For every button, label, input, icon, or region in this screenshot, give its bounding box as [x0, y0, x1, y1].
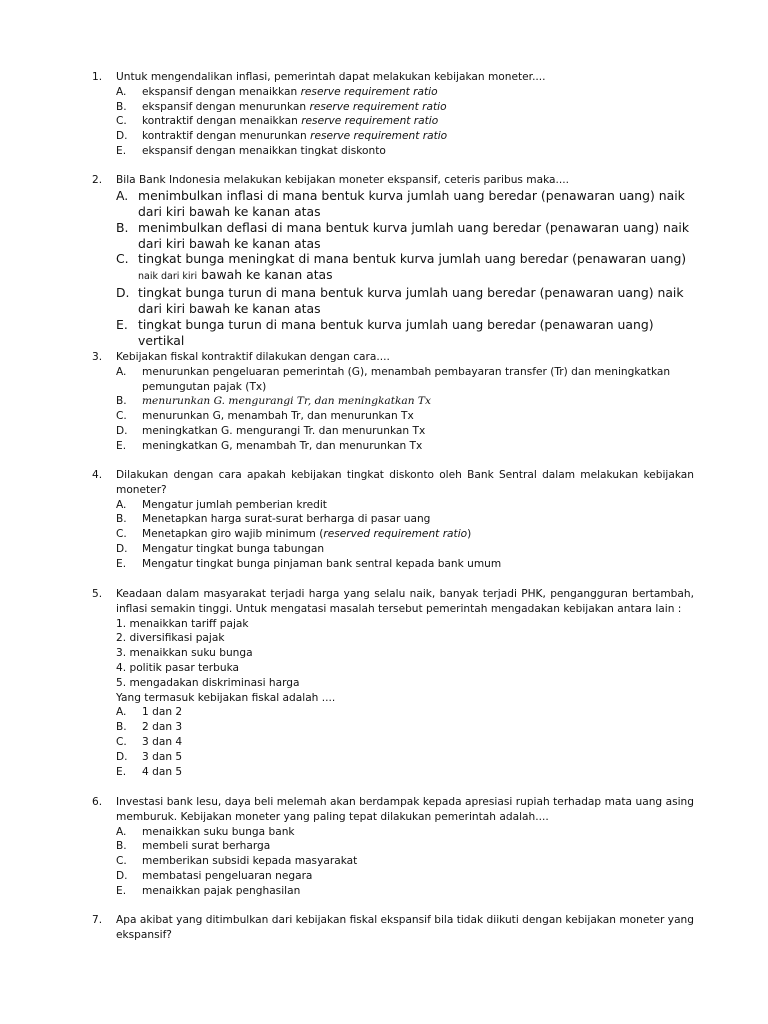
option-text: kontraktif dengan menurunkan: [142, 130, 311, 143]
option-e: [92, 144, 694, 159]
option-text: 3 dan 4: [142, 735, 183, 748]
question-stem: Keadaan dalam masyarakat terjadi harga yang selalu naik, banyak terjadi PHK, pengangguran bertambah, inflasi semakin tinggi. Untuk mengatasi masalah tersebut pemerintah mengadakan kebijakan antara lain :: [116, 588, 694, 615]
option-c: [92, 735, 694, 750]
option-b: [92, 100, 694, 115]
option-letter: B.: [116, 395, 127, 408]
option-text: Menetapkan giro wajib minimum (: [142, 528, 324, 541]
option-letter: D.: [116, 285, 130, 301]
option-text: tingkat bunga turun di mana bentuk kurva jumlah uang beredar (penawaran uang) vertikal: [138, 317, 654, 348]
option-text: menimbulkan inflasi di mana bentuk kurva jumlah uang beredar (penawaran uang) naik dari kiri bawah ke kanan atas: [138, 187, 685, 219]
option-b: [92, 720, 694, 735]
option-d: [92, 869, 694, 884]
question-5: [92, 587, 694, 779]
question-number: 4.: [92, 469, 103, 481]
option-text: ekspansif dengan menaikkan: [142, 85, 301, 98]
question-stem: Apa akibat yang ditimbulkan dari kebijakan fiskal ekspansif bila tidak diikuti dengan kebijakan moneter yang ekspansif?: [116, 914, 694, 941]
option-italic-term: reserve requirement ratio: [300, 85, 438, 98]
option-d: [92, 285, 694, 317]
question-stem: Investasi bank lesu, daya beli melemah akan berdampak kepada apresiasi rupiah terhadap mata uang asing memburuk. Kebijakan moneter yang paling tepat dilakukan pemerintah adalah....: [116, 796, 694, 823]
option-letter: B.: [116, 219, 129, 235]
question-number: 2.: [92, 174, 103, 186]
option-letter: B.: [116, 513, 127, 526]
question-stem: Kebijakan fiskal kontraktif dilakukan dengan cara....: [116, 351, 390, 363]
question-number: 3.: [92, 351, 103, 363]
question-6: [92, 795, 694, 899]
option-e: [92, 317, 694, 349]
question-number: 6.: [92, 796, 103, 808]
option-text: menurunkan G, menambah Tr, dan menurunkan Tx: [142, 410, 414, 423]
policy-list-item: 1. menaikkan tariff pajak: [116, 617, 249, 630]
option-text: tingkat bunga turun di mana bentuk kurva jumlah uang beredar (penawaran uang) naik dari kiri bawah ke kanan atas: [138, 285, 684, 317]
option-letter: A.: [116, 187, 129, 203]
option-letter: E.: [116, 557, 127, 570]
option-italic-term: reserve requirement ratio: [309, 100, 447, 113]
option-b: [92, 394, 694, 409]
option-a: [92, 365, 694, 395]
option-letter: E.: [116, 765, 127, 778]
policy-list-item: 4. politik pasar terbuka: [116, 661, 240, 674]
option-text: 3 dan 5: [142, 750, 183, 763]
option-letter: C.: [116, 115, 127, 128]
question-number: 7.: [92, 914, 103, 926]
option-letter: D.: [116, 750, 128, 763]
option-e: [92, 884, 694, 899]
question-4: [92, 468, 694, 572]
option-text: ekspansif dengan menurunkan: [142, 100, 310, 113]
option-list: [92, 188, 694, 349]
option-d: [92, 129, 694, 144]
option-text: menurunkan pengeluaran pemerintah (G), menambah pembayaran transfer (Tr) dan meningkatkan pemungutan pajak (Tx): [142, 365, 671, 393]
option-text: membatasi pengeluaran negara: [142, 869, 313, 882]
option-text: menaikkan suku bunga bank: [142, 825, 295, 838]
option-letter: C.: [116, 528, 127, 541]
policy-list-item: 2. diversifikasi pajak: [116, 632, 225, 645]
option-c: [92, 114, 694, 129]
option-a: [92, 188, 694, 220]
question-7: [92, 913, 694, 943]
option-letter: C.: [116, 410, 127, 423]
question-2: [92, 173, 694, 349]
option-text: Mengatur tingkat bunga tabungan: [142, 542, 325, 555]
option-text: memberikan subsidi kepada masyarakat: [142, 855, 358, 868]
option-b: [92, 839, 694, 854]
option-letter: C.: [116, 855, 127, 868]
option-c: [92, 251, 694, 285]
policy-list-item: 3. menaikkan suku bunga: [116, 647, 253, 660]
option-letter: A.: [116, 365, 127, 378]
question-number: 1.: [92, 71, 103, 83]
option-text: kontraktif dengan menaikkan: [142, 115, 302, 128]
option-b: [92, 220, 694, 252]
option-text: Mengatur tingkat bunga pinjaman bank sentral kepada bank umum: [142, 557, 502, 570]
option-text: ekspansif dengan menaikkan tingkat diskonto: [142, 144, 386, 157]
option-text-tail: bawah ke kanan atas: [197, 267, 333, 283]
question-number: 5.: [92, 588, 103, 600]
option-a: [92, 705, 694, 720]
option-letter: E.: [116, 439, 127, 452]
option-text: 4 dan 5: [142, 765, 183, 778]
option-text: 2 dan 3: [142, 721, 183, 734]
option-a: [92, 825, 694, 840]
option-e: [92, 439, 694, 454]
option-small-text: naik dari kiri: [138, 271, 198, 283]
question-prompt: Yang termasuk kebijakan fiskal adalah ....: [116, 691, 336, 704]
option-text: 1 dan 2: [142, 706, 183, 719]
option-c: [92, 409, 694, 424]
option-italic-term: reserved requirement ratio: [323, 528, 468, 541]
option-a: [92, 498, 694, 513]
question-3: [92, 350, 694, 454]
option-a: [92, 85, 694, 100]
option-text: Menetapkan harga surat-surat berharga di pasar uang: [142, 513, 431, 526]
option-letter: A.: [116, 85, 127, 98]
option-letter: B.: [116, 840, 127, 853]
option-c: [92, 527, 694, 542]
option-letter: C.: [116, 251, 129, 267]
option-text: menaikkan pajak penghasilan: [142, 884, 301, 897]
option-letter: A.: [116, 498, 127, 511]
question-stem: Untuk mengendalikan inflasi, pemerintah dapat melakukan kebijakan moneter....: [116, 71, 546, 83]
option-e: [92, 557, 694, 572]
option-text: meningkatkan G, menambah Tr, dan menurunkan Tx: [142, 439, 423, 452]
option-letter: C.: [116, 735, 127, 748]
option-italic-term: reserve requirement ratio: [310, 130, 448, 143]
option-text: menurunkan G. mengurangi Tr, dan meningkatkan Tx: [142, 395, 431, 408]
question-stem: Bila Bank Indonesia melakukan kebijakan moneter ekspansif, ceteris paribus maka....: [116, 174, 570, 186]
option-letter: A.: [116, 825, 127, 838]
option-b: [92, 512, 694, 527]
option-d: [92, 424, 694, 439]
question-1: [92, 70, 694, 159]
question-stem: Dilakukan dengan cara apakah kebijakan tingkat diskonto oleh Bank Sentral dalam melakukan kebijakan moneter?: [116, 469, 694, 496]
option-text-tail: ): [467, 528, 472, 541]
option-letter: B.: [116, 721, 127, 734]
option-letter: B.: [116, 100, 127, 113]
option-letter: D.: [116, 130, 128, 143]
option-letter: D.: [116, 869, 128, 882]
option-text: Mengatur jumlah pemberian kredit: [142, 498, 327, 511]
option-letter: D.: [116, 542, 128, 555]
option-text: menimbulkan deflasi di mana bentuk kurva jumlah uang beredar (penawaran uang) naik dari kiri bawah ke kanan atas: [138, 219, 690, 251]
option-text: meningkatkan G. mengurangi Tr. dan menurunkan Tx: [142, 424, 426, 437]
option-letter: E.: [116, 317, 128, 333]
option-letter: D.: [116, 424, 128, 437]
option-text: membeli surat berharga: [142, 840, 271, 853]
option-text: tingkat bunga meningkat di mana bentuk kurva jumlah uang beredar (penawaran uang): [138, 251, 687, 267]
option-letter: E.: [116, 144, 127, 157]
option-c: [92, 854, 694, 869]
option-letter: E.: [116, 884, 127, 897]
option-d: [92, 542, 694, 557]
option-italic-term: reserve requirement ratio: [301, 115, 439, 128]
option-letter: A.: [116, 706, 127, 719]
option-e: [92, 765, 694, 780]
option-d: [92, 750, 694, 765]
policy-list-item: 5. mengadakan diskriminasi harga: [116, 676, 300, 689]
